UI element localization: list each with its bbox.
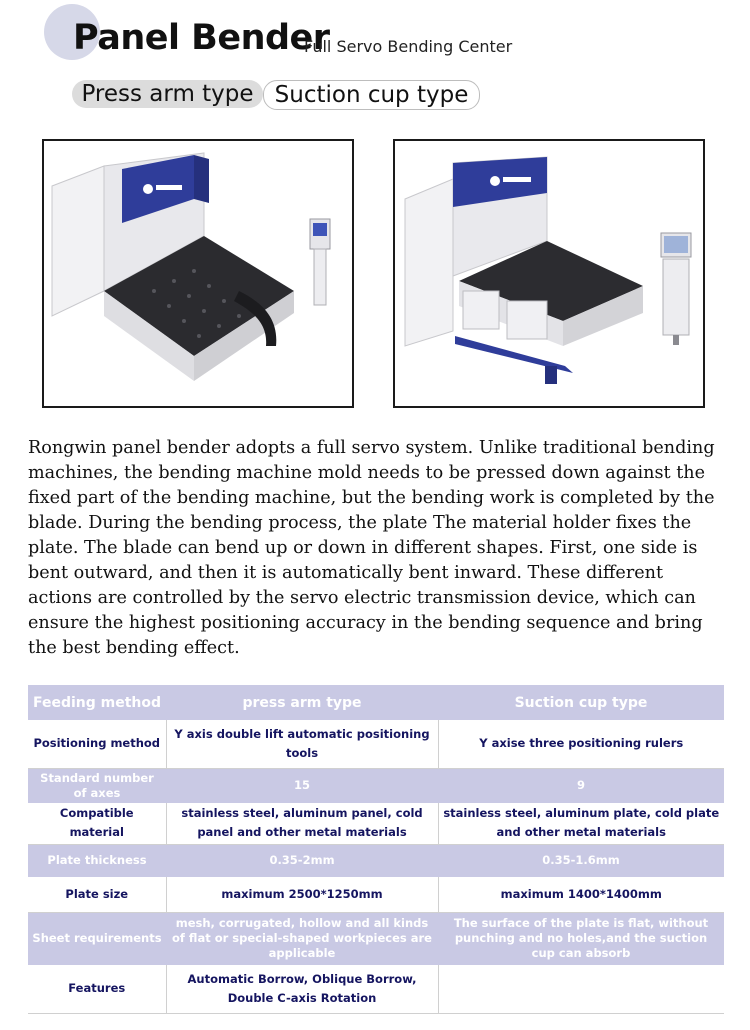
row-label: Compatible material <box>28 803 166 844</box>
table-row <box>28 965 724 1013</box>
row-label: Standard number of axes <box>28 768 166 803</box>
press-arm-value: maximum 2500*1250mm <box>166 877 438 912</box>
table-row <box>28 720 724 768</box>
suction-cup-value: 9 <box>438 768 724 803</box>
suction-cup-value: Y axise three positioning rulers <box>438 720 724 768</box>
table-row <box>28 877 724 912</box>
suction-cup-panel-bender-photo <box>395 141 703 406</box>
suction-cup-value: 0.35-1.6mm <box>438 844 724 877</box>
table-row <box>28 912 724 965</box>
suction-cup-value: The surface of the plate is flat, without punching and no holes,and the suction cup can absorb <box>438 912 724 965</box>
table-header-cell: Suction cup type <box>438 685 724 720</box>
page-title: Panel Bender <box>73 18 330 58</box>
suction-cup-value: maximum 1400*1400mm <box>438 877 724 912</box>
suction-cup-machine-photo <box>393 139 705 408</box>
row-label: Positioning method <box>28 720 166 768</box>
suction-cup-value <box>438 965 724 1013</box>
press-arm-panel-bender-photo <box>44 141 352 406</box>
row-label: Features <box>28 965 166 1013</box>
row-label: Sheet requirements <box>28 912 166 965</box>
suction-cup-value: stainless steel, aluminum plate, cold plate and other metal materials <box>438 803 724 844</box>
press-arm-value: Y axis double lift automatic positioning tools <box>166 720 438 768</box>
table-row <box>28 768 724 803</box>
press-arm-value: mesh, corrugated, hollow and all kinds of flat or special-shaped workpieces are applicable <box>166 912 438 965</box>
table-header-cell: Feeding method <box>28 685 166 720</box>
row-label: Plate size <box>28 877 166 912</box>
page-subtitle: Full Servo Bending Center <box>304 37 513 56</box>
table-row <box>28 844 724 877</box>
product-description: Rongwin panel bender adopts a full servo system. Unlike traditional bending machines, the bending machine mold needs to be pressed down against the fixed part of the bending machine, but the bending work is completed by the blade. During the bending process, the plate The material holder fixes the plate. The blade can bend up or down in different shapes. First, one side is bent outward, and then it is automatically bent inward. These different actions are controlled by the servo electric transmission device, which can ensure the highest positioning accuracy in the bending sequence and bring the best bending effect. <box>28 438 715 658</box>
row-label: Plate thickness <box>28 844 166 877</box>
table-header-row <box>28 685 724 720</box>
press-arm-value: Automatic Borrow, Oblique Borrow, Double C-axis Rotation <box>166 965 438 1013</box>
press-arm-machine-photo <box>42 139 354 408</box>
table-row <box>28 803 724 844</box>
spec-table <box>28 685 724 1014</box>
press-arm-value: 15 <box>166 768 438 803</box>
table-header-cell: press arm type <box>166 685 438 720</box>
tab-press-arm-type[interactable]: Press arm type <box>72 80 263 108</box>
press-arm-value: 0.35-2mm <box>166 844 438 877</box>
tab-suction-cup-type[interactable]: Suction cup type <box>263 80 480 110</box>
press-arm-value: stainless steel, aluminum panel, cold panel and other metal materials <box>166 803 438 844</box>
